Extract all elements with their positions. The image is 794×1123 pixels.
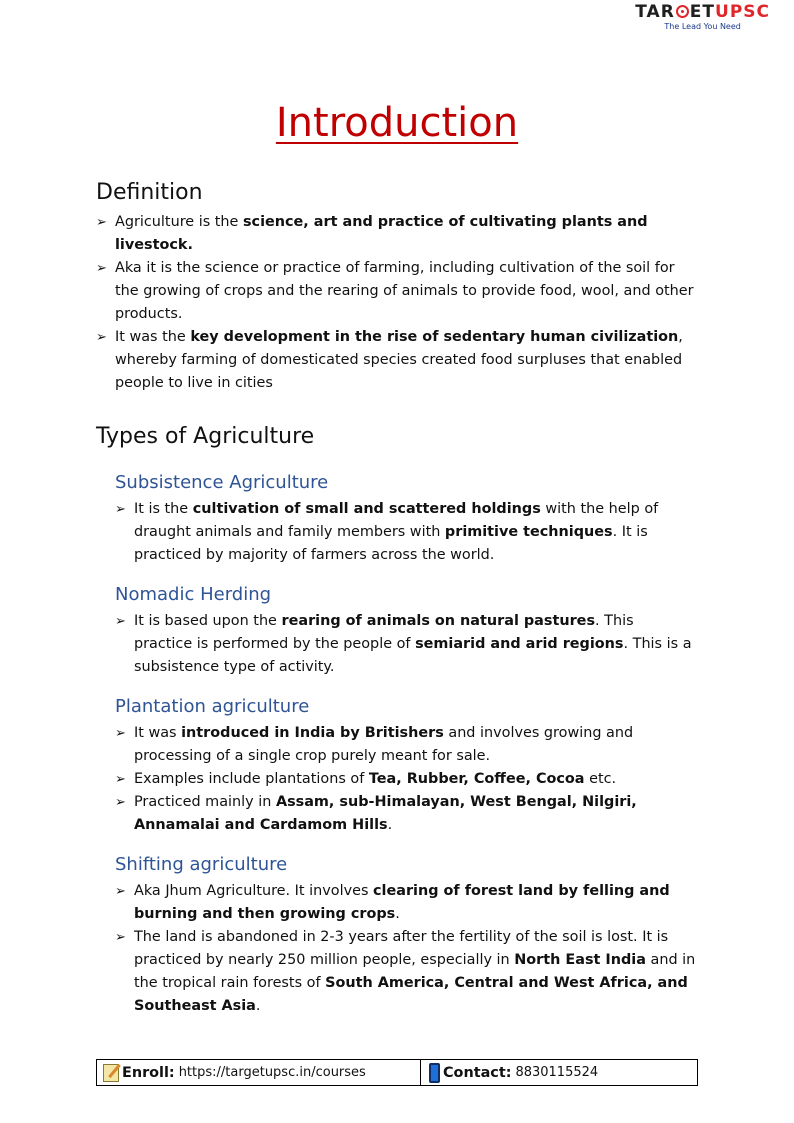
section-heading-plantation: Plantation agriculture [115,696,310,717]
section-heading-subsistence: Subsistence Agriculture [115,472,329,493]
brand-tagline: The Lead You Need [664,22,741,31]
text-run: etc. [584,771,617,787]
bullet-item [115,610,696,679]
bold-text: introduced in India by Britishers [181,725,444,741]
nomadic-list [115,610,696,679]
shifting-list [115,880,696,1018]
bullet-item [115,791,696,837]
bullet-item [115,768,696,791]
footer-contact [421,1060,697,1085]
text-run: It was the [115,329,191,345]
text-run: and involves growing and processing of a single crop purely meant for sale. [134,725,634,764]
subsistence-list [115,498,696,567]
definition-heading: Definition [96,180,203,205]
text-run: . This is a subsistence type of activity. [134,636,692,675]
bold-text: Tea, Rubber, Coffee, Cocoa [368,771,585,787]
bullet-item [115,722,696,768]
text-run: It is the [134,501,193,517]
types-heading: Types of Agriculture [96,424,315,449]
bold-text: Assam, sub-Himalayan, West Bengal, Nilgiri, Annamalai and Cardamom Hills [134,794,637,833]
pencil-icon [103,1064,119,1082]
text-run: . [387,817,393,833]
logo-text-mid: ET [689,2,716,22]
target-icon [676,5,689,18]
text-run: with the help of draught animals and family members with [134,501,659,540]
bullet-item [96,257,696,326]
text-run: Agriculture is the [115,214,243,230]
bold-text: rearing of animals on natural pastures [281,613,596,629]
phone-icon [429,1063,440,1083]
bold-text: science, art and practice of cultivating plants and livestock. [115,214,648,253]
section-heading-shifting: Shifting agriculture [115,854,288,875]
bold-text: cultivation of small and scattered holdings [192,501,541,517]
page-title-wrap [0,100,794,146]
bold-text: North East India [514,952,646,968]
bold-text: semiarid and arid regions [415,636,624,652]
enroll-link[interactable]: https://targetupsc.in/courses [178,1065,366,1080]
bullet-item [115,498,696,567]
text-run: Practiced mainly in [134,794,276,810]
bullet-item [115,926,696,1018]
definition-list [96,211,696,395]
text-run: . [255,998,261,1014]
bold-text: clearing of forest land by felling and burning and then growing crops [134,883,670,922]
text-run: Aka it is the science or practice of farming, including cultivation of the soil for the growing of crops and the rearing of animals to provide food, wool, and other products. [115,260,694,322]
text-run: , whereby farming of domesticated species created food surpluses that enabled people to live in cities [115,329,683,391]
brand-wordmark [635,2,770,22]
contact-number[interactable]: 8830115524 [515,1065,599,1080]
bullet-item [96,211,696,257]
plantation-list [115,722,696,837]
section-heading-nomadic: Nomadic Herding [115,584,272,605]
text-run: It is based upon the [134,613,282,629]
enroll-label: Enroll: [122,1064,175,1081]
text-run: Examples include plantations of [134,771,369,787]
text-run: and in the tropical rain forests of [134,952,696,991]
bullet-item [96,326,696,395]
text-run: The land is abandoned in 2-3 years after the fertility of the soil is lost. It is practiced by nearly 250 million people, especially in [134,929,669,968]
text-run: . This practice is performed by the people of [134,613,634,652]
brand-logo [635,2,770,32]
bullet-item [115,880,696,926]
text-run: . [395,906,400,922]
footer-bar [96,1059,698,1086]
text-run: . It is practiced by majority of farmers across the world. [134,524,648,563]
text-run: Aka Jhum Agriculture. It involves [134,883,374,899]
logo-text-accent: UPSC [715,2,770,22]
page-title: Introduction [275,100,519,146]
text-run: It was [134,725,182,741]
logo-text-start: TAR [635,2,675,22]
bold-text: primitive techniques [444,524,613,540]
footer-enroll [97,1060,421,1085]
contact-label: Contact: [443,1064,512,1081]
bold-text: key development in the rise of sedentary human civilization [190,329,679,345]
bold-text: South America, Central and West Africa, and Southeast Asia [134,975,688,1014]
